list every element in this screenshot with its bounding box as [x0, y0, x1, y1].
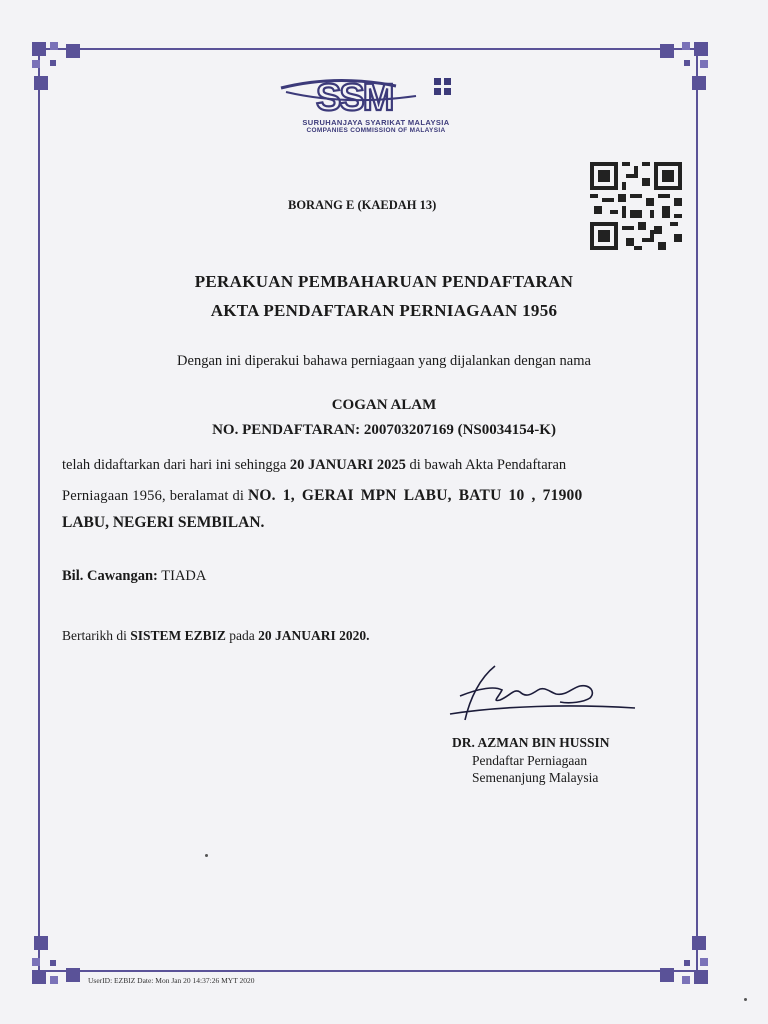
- registration-number: NO. PENDAFTARAN: 200703207169 (NS0034154-K): [212, 422, 556, 438]
- corner-ornament-top-left: [30, 40, 90, 100]
- corner-ornament-bottom-left: [30, 926, 90, 986]
- agency-name-malay: SURUHANJAYA SYARIKAT MALAYSIA: [302, 118, 450, 127]
- branch-count: [62, 568, 206, 585]
- dated-text: pada: [225, 628, 259, 643]
- signatory-region: Semenanjung Malaysia: [472, 770, 599, 785]
- agency-name-english: COMPANIES COMMISSION OF MALAYSIA: [306, 127, 446, 134]
- intro-text: Dengan ini diperakui bahawa perniagaan yang dijalankan dengan nama: [177, 353, 591, 369]
- branch-value: TIADA: [161, 568, 207, 584]
- form-reference: BORANG E (KAEDAH 13): [288, 198, 437, 212]
- body-text: telah didaftarkan dari hari ini sehingga: [62, 457, 290, 473]
- signatory-name: DR. AZMAN BIN HUSSIN: [452, 735, 610, 750]
- dated-statement: [62, 628, 370, 644]
- issue-date: 20 JANUARI 2020.: [258, 628, 370, 643]
- certificate-title: PERAKUAN PEMBAHARUAN PENDAFTARAN: [194, 272, 574, 291]
- business-address-cont: LABU, NEGERI SEMBILAN.: [62, 514, 265, 531]
- branch-label: Bil. Cawangan:: [62, 568, 158, 584]
- expiry-date: 20 JANUARI 2025: [289, 457, 406, 473]
- qr-code-icon: [590, 162, 682, 250]
- speck: [205, 854, 208, 857]
- body-text: Perniagaan 1956, beralamat di: [62, 488, 248, 504]
- business-name: COGAN ALAM: [331, 397, 437, 413]
- body-line-2: [62, 487, 688, 505]
- dated-text: Bertarikh di: [62, 628, 131, 643]
- corner-ornament-top-right: [650, 40, 710, 100]
- speck: [744, 998, 747, 1001]
- footer-metadata: UserID: EZBIZ Date: Mon Jan 20 14:37:26 MYT 2020: [88, 976, 255, 985]
- corner-ornament-bottom-right: [650, 926, 710, 986]
- signatory-title: Pendaftar Perniagaan: [472, 753, 588, 768]
- act-title: AKTA PENDAFTARAN PERNIAGAAN 1956: [210, 301, 558, 320]
- signature: [440, 658, 640, 730]
- logo-mark: SSM: [316, 77, 393, 119]
- body-line-1: [62, 457, 688, 474]
- body-text: di bawah Akta Pendaftaran: [405, 457, 567, 473]
- system-name: SISTEM EZBIZ: [130, 628, 226, 643]
- business-address: NO. 1, GERAI MPN LABU, BATU 10 , 71900: [247, 487, 583, 504]
